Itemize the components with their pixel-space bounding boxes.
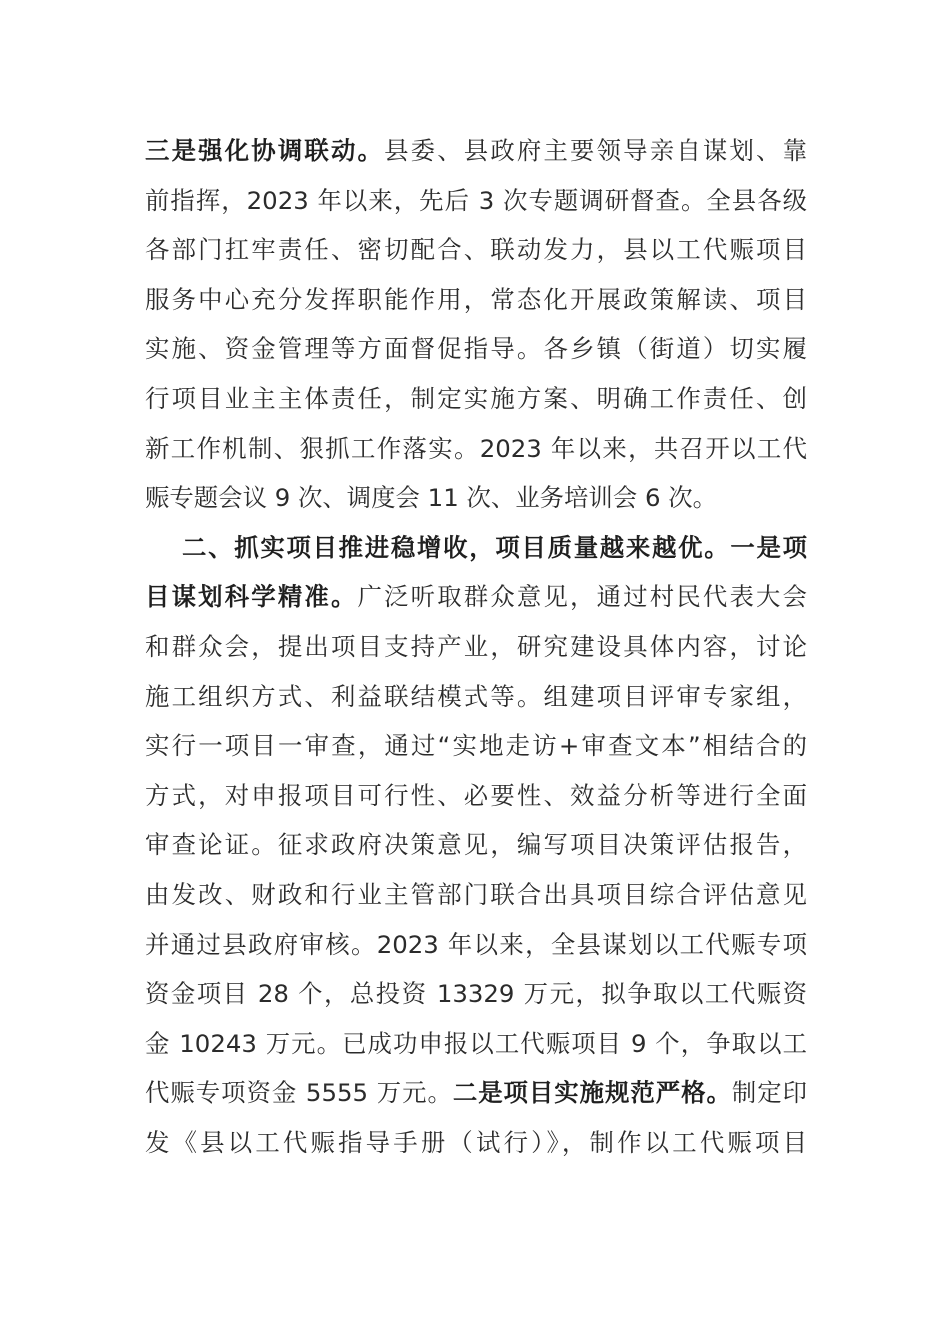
line-text: 广泛听取群众意见，通过村民代表大会: [357, 582, 807, 612]
line-text: 服务中心充分发挥职能作用，常态化开展政策解读、项目: [145, 284, 807, 314]
text-line: [145, 324, 807, 374]
text-line: [145, 473, 807, 523]
line-text: 实施、资金管理等方面督促指导。各乡镇（街道）切实履: [145, 334, 807, 364]
line-text: 各部门扛牢责任、密切配合、联动发力，县以工代赈项目: [145, 235, 807, 265]
line-text: 审查论证。征求政府决策意见，编写项目决策评估报告，: [145, 830, 807, 860]
text-line: [145, 721, 807, 771]
text-line: [145, 870, 807, 920]
line-text: 施工组织方式、利益联结模式等。组建项目评审专家组，: [145, 681, 807, 711]
text-line: [145, 176, 807, 226]
line-text: 行项目业主主体责任，制定实施方案、明确工作责任、创: [145, 383, 807, 413]
document-body: [145, 126, 807, 1167]
bold-heading: 目谋划科学精准。: [145, 582, 358, 612]
text-line: [145, 374, 807, 424]
bold-heading: 二是项目实施规范严格。: [452, 1078, 732, 1108]
line-text: 和群众会，提出项目支持产业，研究建设具体内容，讨论: [145, 631, 807, 661]
line-text: 方式，对申报项目可行性、必要性、效益分析等进行全面: [145, 780, 807, 810]
line-text: 实行一项目一审查，通过“实地走访+审查文本”相结合的: [145, 731, 807, 761]
line-text: 赈专题会议 9 次、调度会 11 次、业务培训会 6 次。: [145, 483, 718, 513]
line-text: 发《县以工代赈指导手册（试行）》，制作以工代赈项目: [145, 1127, 807, 1157]
section-heading-line: [145, 523, 807, 573]
line-text: 新工作机制、狠抓工作落实。2023 年以来，共召开以工代: [145, 433, 807, 463]
line-text: 金 10243 万元。已成功申报以工代赈项目 9 个，争取以工: [145, 1028, 807, 1058]
text-line: [145, 424, 807, 474]
section-heading: 二、抓实项目推进稳增收，项目质量越来越优。一是项: [182, 532, 807, 562]
text-line: [145, 572, 807, 622]
text-line: [145, 1068, 807, 1118]
text-line: [145, 672, 807, 722]
text-line: [145, 1118, 807, 1168]
line-text: 代赈专项资金 5555 万元。: [145, 1078, 453, 1108]
text-line: [145, 969, 807, 1019]
bold-heading: 三是强化协调联动。: [145, 136, 385, 165]
line-text: 制定印: [731, 1078, 807, 1108]
text-line: [145, 1019, 807, 1069]
text-line: [145, 771, 807, 821]
text-line: [145, 225, 807, 275]
text-line: [145, 275, 807, 325]
line-text: 并通过县政府审核。2023 年以来，全县谋划以工代赈专项: [145, 929, 807, 959]
line-text: 县委、县政府主要领导亲自谋划、靠: [384, 136, 807, 165]
text-line: [145, 622, 807, 672]
line-text: 资金项目 28 个，总投资 13329 万元，拟争取以工代赈资: [145, 979, 807, 1009]
text-line: [145, 920, 807, 970]
line-text: 前指挥，2023 年以来，先后 3 次专题调研督查。全县各级: [145, 185, 807, 215]
text-line: [145, 126, 807, 176]
line-text: 由发改、财政和行业主管部门联合出具项目综合评估意见: [145, 879, 807, 909]
text-line: [145, 820, 807, 870]
